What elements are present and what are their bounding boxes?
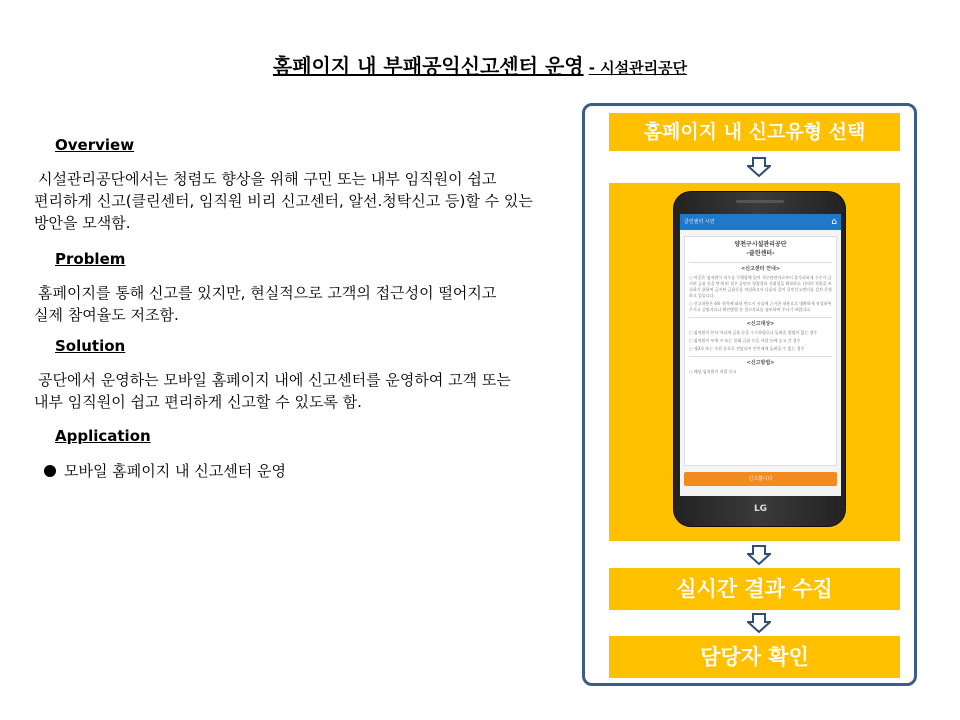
- solution-line: 공단에서 운영하는 모바일 홈페이지 내에 신고센터를 운영하여 고객 또는: [38, 371, 511, 389]
- application-item: [44, 460, 286, 481]
- phone-mockup: [673, 191, 846, 527]
- phone-title: 양천구시설관리공단: [734, 241, 787, 248]
- phone-brand-logo: LG: [753, 504, 768, 514]
- down-arrow-icon: [747, 613, 771, 633]
- problem-heading: Problem: [55, 250, 126, 268]
- home-icon[interactable]: ⌂: [831, 217, 837, 227]
- overview-line: 편리하게 신고(클린센터, 임직원 비리 신고센터, 알선.청탁신고 등)할 수 있는: [34, 192, 533, 210]
- phone-speaker: [736, 200, 784, 203]
- problem-line: 실제 참여율도 저조함.: [34, 306, 179, 324]
- overview-line: 방안을 모색함.: [34, 214, 131, 232]
- flow-step-select-type: 홈페이지 내 신고유형 선택: [609, 113, 900, 151]
- application-heading: Application: [55, 427, 151, 445]
- phone-text: ○ 임직원이 부재 시 또는 몰래 금품 등을 서랍 등에 놓고 간 경우: [689, 338, 801, 343]
- down-arrow-icon: [747, 157, 771, 177]
- title-sub: - 시설관리공단: [588, 59, 688, 77]
- flow-step-collect-results: 실시간 결과 수집: [609, 568, 900, 610]
- phone-content: [684, 236, 837, 466]
- phone-app-bar-title: 클린센터 시민: [684, 219, 715, 225]
- phone-text: ○ 해당 임직원이 직접 신고: [689, 369, 737, 374]
- solution-line: 내부 임직원이 쉽고 편리하게 신고할 수 있도록 함.: [34, 393, 362, 411]
- flow-step-staff-check: 담당자 확인: [609, 636, 900, 678]
- phone-screen: [680, 214, 841, 496]
- phone-text: ○ 제3자 또는 우편 등으로 전달되어 본인에게 돌려줄 수 없는 경우: [689, 346, 805, 351]
- problem-body: [34, 282, 574, 326]
- solution-body: [34, 369, 574, 413]
- problem-line: 홈페이지를 통해 신고를 있지만, 현실적으로 고객의 접근성이 떨어지고: [38, 284, 497, 302]
- overview-body: [34, 168, 574, 234]
- down-arrow-icon: [747, 545, 771, 565]
- phone-text: ○ 임직원이 본의 아니게 금품 등을 수수하였으나 돌려줄 방법이 없는 경우: [689, 330, 818, 335]
- overview-line: 시설관리공단에서는 청렴도 향상을 위해 구민 또는 내부 임직원이 쉽고: [38, 170, 497, 188]
- overview-heading: Overview: [55, 136, 135, 154]
- phone-section-heading: <신고방법>: [689, 356, 832, 367]
- bullet-icon: [44, 465, 56, 477]
- title-main: 홈페이지 내 부패공익신고센터 운영: [272, 54, 584, 78]
- phone-subtitle: -클린센터-: [746, 250, 775, 257]
- phone-section-heading: <신고센터 안내>: [689, 262, 832, 273]
- phone-text: ○ 신고내용은 6하 원칙에 따라 반드시 사실에 근거한 내용으로 명확하게 작성하여 주시고 증빙자료나 확인방법 등 참고자료를 첨부하여 주시기 바랍니다.: [689, 301, 832, 312]
- application-item-label: 모바일 홈페이지 내 신고센터 운영: [64, 462, 286, 480]
- report-button[interactable]: 신고합니다: [684, 472, 837, 486]
- phone-text: ○ 이곳은 임직원이 직무를 수행함에 있어 직무관련자로부터 불가피하게 수수가 금지된 금품 등을 받게 된 경우 공단의 청렴성과 신뢰성을 확보하고 선의의 직원을 보호하기 위하여 금지된 금품등을 처리하고자 다음과 같이 클린신고센터를 설치 운영하고 있습니다.: [689, 275, 832, 298]
- phone-section-heading: <신고대상>: [689, 317, 832, 328]
- slide-title: [0, 50, 960, 79]
- solution-heading: Solution: [55, 337, 126, 355]
- phone-app-bar: [680, 214, 841, 230]
